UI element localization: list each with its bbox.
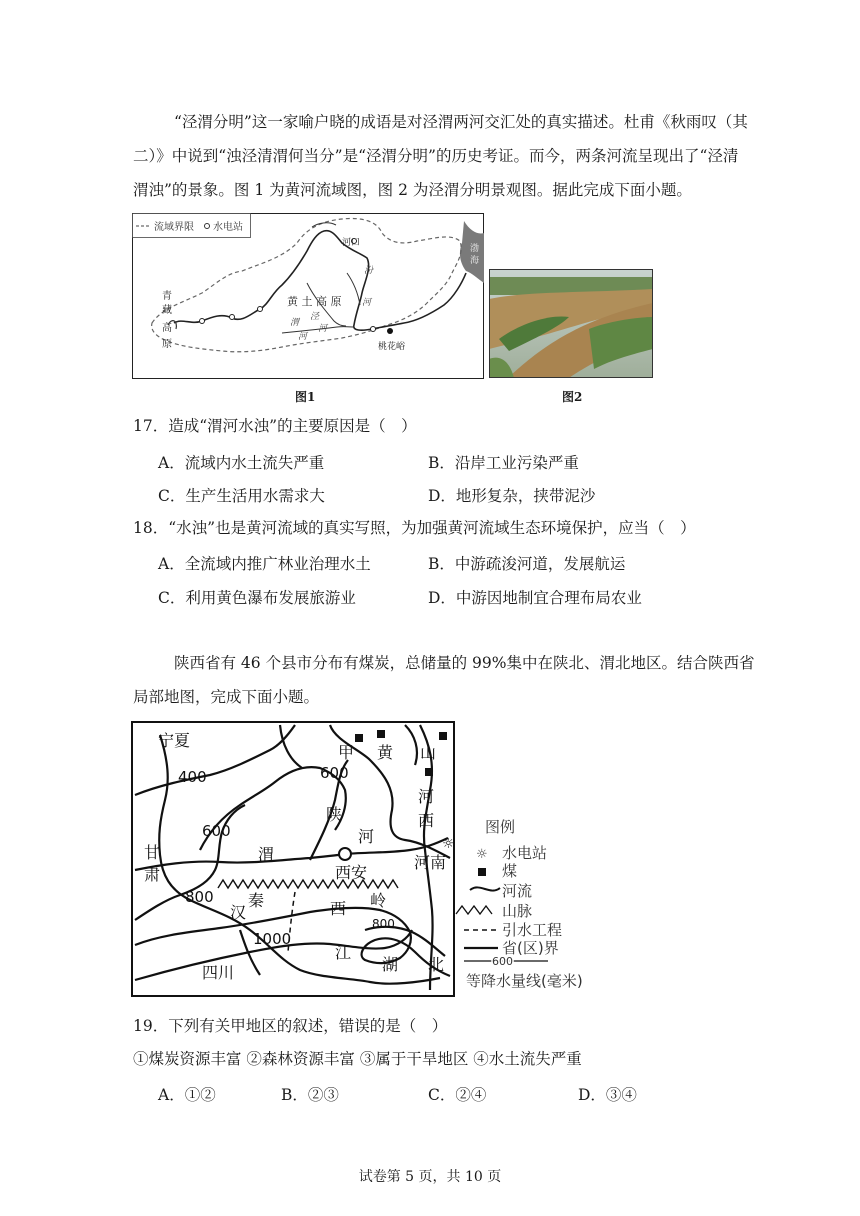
page-footer: 试卷第 5 页，共 10 页 [358,1169,502,1185]
hu-label: 湖 [382,955,399,974]
legend-mountain-icon [456,906,492,914]
q19-stem: 19．下列有关甲地区的叙述，错误的是（ ） [133,1017,448,1035]
xian-label: 西安 [335,863,368,882]
jing-he-label: 河 [318,324,328,334]
legend-coal-icon [478,868,486,876]
he-label-2: 河 [358,827,375,846]
legend-river-label: 河流 [502,882,533,900]
passage1-line3: 渭浊”的景象。图 1 为黄河流域图，图 2 为泾渭分明景观图。据此完成下面小题。 [133,181,692,199]
q19-items: ①煤炭资源丰富 ②森林资源丰富 ③属于干旱地区 ④水土流失严重 [133,1050,582,1068]
q18-stem: 18．“水浊”也是黄河流域的真实写照，为加强黄河流域生态环境保护，应当（ ） [133,519,696,537]
q19-option-c[interactable]: C．②④ [428,1086,487,1104]
q17-option-b[interactable]: B．沿岸工业污染严重 [428,454,579,472]
legend-river-icon [470,887,500,890]
passage2-line1: 陕西省有 46 个县市分布有煤炭，总储量的 99%集中在陕北、渭北地区。结合陕西省 [174,654,755,672]
jiang-label: 江 [335,943,352,962]
shaanxi-map [130,720,620,998]
xian-city-icon [339,848,351,860]
taohuayu-label: 桃花峪 [378,342,406,352]
isohyet-400-label: 400 [178,768,207,786]
legend-hydro-icon: ☼ [476,847,488,862]
he-label-1: 河 [418,787,435,806]
q19-option-a[interactable]: A．①② [158,1086,216,1104]
coal-icon [439,732,447,740]
hydro-station [200,319,205,324]
henan-label: 河南 [414,853,447,872]
fen-label: 汾 [364,266,374,276]
q17-stem: 17．造成“渭河水浊”的主要原因是（ ） [133,417,417,435]
legend-canal-label: 引水工程 [502,921,563,939]
legend-station-label: 水电站 [213,222,243,233]
coal-icon [355,734,363,742]
hekou-label: 河口 [342,238,361,248]
jia-label: 甲 [338,743,355,762]
ling-label: 岭 [370,891,387,910]
bohai-label-2: 海 [470,256,480,266]
fig1-caption: 图1 [295,390,316,404]
hydro-station [258,307,263,312]
huang-label: 黄 [377,743,394,762]
isohyet-1000-label: 1000 [253,930,292,948]
legend-mountain-label: 山脉 [502,902,533,920]
bei-label: 北 [428,955,445,974]
q18-option-a[interactable]: A．全流域内推广林业治理水土 [158,555,371,573]
bohai-label-1: 渤 [470,244,480,254]
hydro-station [230,315,235,320]
isohyet-800-label-a: 800 [185,888,214,906]
legend-boundary-label: 流域界限 [154,222,194,233]
taohuayu-point [387,328,393,334]
legend-isohyet-label: 等降水量线(毫米) [466,972,583,990]
passage1-line1: “泾渭分明”这一家喻户晓的成语是对泾渭两河交汇处的真实描述。杜甫《秋雨叹（其 [174,113,748,131]
han-label: 汉 [230,903,247,922]
fig2-caption: 图2 [562,390,583,404]
hydro-station-icon: ☼ [442,836,455,852]
legend-title: 图例 [485,818,516,836]
qingzang-label-1: 青 [162,291,172,302]
q18-option-b[interactable]: B．中游疏浚河道，发展航运 [428,555,626,573]
isohyet-800-label-b: 800 [372,917,395,931]
q19-option-d[interactable]: D．③④ [578,1086,637,1104]
isohyet-600-label-a: 600 [320,764,349,782]
legend-border-label: 省(区)界 [502,939,559,957]
hydro-station [371,327,376,332]
coal-icon [425,768,433,776]
passage1-line2: 二）》中说到“浊泾清渭何当分”是“泾渭分明”的历史考证。而今，两条河流呈现出了“泾清 [133,147,739,165]
jing-label: 泾 [310,312,320,322]
legend-coal-label: 煤 [502,862,518,880]
wei-he-label: 河 [298,332,308,342]
map-legend [456,818,583,990]
wei-label: 渭 [258,845,275,864]
ningxia-label: 宁夏 [158,731,191,750]
q17-option-c[interactable]: C．生产生活用水需求大 [158,487,325,505]
yellow-river-basin-map [132,213,484,379]
qingzang-label-4: 原 [162,339,172,350]
qingzang-label-3: 高 [162,323,172,334]
xi-label-2: 西 [330,899,347,918]
loess-plateau-label: 黄 土 高 原 [287,295,342,308]
shanxi-shan-label: 山 [420,743,437,762]
legend-isohyet-value: 600 [492,955,513,968]
jing-wei-confluence-photo [489,269,653,378]
q19-option-b[interactable]: B．②③ [281,1086,339,1104]
hydro-station-legend-icon [205,224,210,229]
legend-hydro-label: 水电站 [502,844,548,862]
gansu-label-2: 肃 [144,865,161,884]
wei-label: 渭 [290,318,300,328]
q18-option-c[interactable]: C．利用黄色瀑布发展旅游业 [158,589,356,607]
shaan-label: 陕 [326,805,343,824]
gansu-label-1: 甘 [144,843,161,862]
q17-option-d[interactable]: D．地形复杂，挟带泥沙 [428,487,596,505]
q18-option-d[interactable]: D．中游因地制宜合理布局农业 [428,589,642,607]
qingzang-label-2: 藏 [162,305,172,316]
isohyet-600-label-b: 600 [202,822,231,840]
passage2-line2: 局部地图，完成下面小题。 [133,688,320,706]
xi-label-1: 西 [418,811,435,830]
coal-icon [377,730,385,738]
sichuan-label: 四川 [202,963,235,982]
q17-option-a[interactable]: A．流域内水土流失严重 [158,454,325,472]
fen-he-label: 河 [362,298,372,308]
qin-label: 秦 [248,891,265,910]
